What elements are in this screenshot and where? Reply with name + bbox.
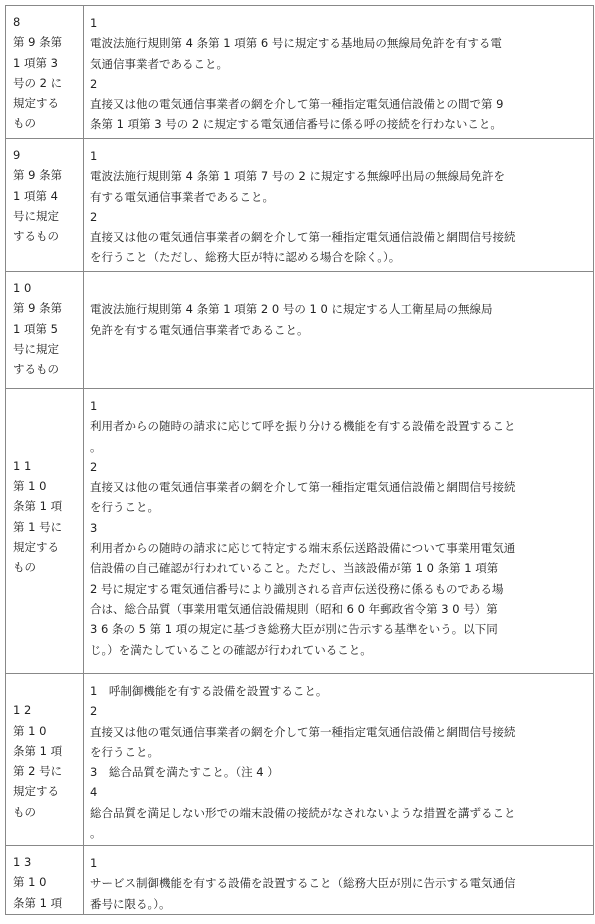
- row-label-line: 第 9 条第: [13, 168, 63, 183]
- row-label-line: 1 項第 4: [13, 188, 58, 203]
- row-label: [6, 846, 83, 913]
- row-content: [84, 674, 593, 843]
- row-label-line: するもの: [13, 229, 59, 244]
- content-line: 直接又は他の電気通信事業者の網を介して第一種指定電気通信設備と網間信号接続: [90, 230, 516, 245]
- content-line: 2: [90, 209, 98, 224]
- content-line: 3: [90, 520, 98, 535]
- content-line: 4: [90, 785, 98, 800]
- row-label-line: 8: [13, 15, 21, 29]
- content-line: 1: [90, 399, 98, 413]
- row-label-line: 規定する: [13, 784, 59, 799]
- row-label-line: 1 項第 3: [13, 55, 58, 70]
- row-label: [6, 6, 83, 134]
- row-label-line: 1 1: [13, 458, 32, 473]
- row-label-line: 1 0: [13, 281, 32, 295]
- row-label-line: 1 項第 5: [13, 321, 58, 336]
- row-label-cell: [6, 389, 84, 674]
- row-label-line: [13, 436, 83, 456]
- content-line: 免許を有する電気通信事業者であること。: [90, 322, 309, 337]
- row-label-line: 規定する: [13, 540, 59, 555]
- content-line: 2 号に規定する電気通信番号により識別される音声伝送役務に係るものである場: [90, 581, 504, 596]
- content-line: 有する電気通信事業者であること。: [90, 189, 274, 204]
- row-label-line: [13, 415, 83, 435]
- row-label-line: 第 2 号に: [13, 764, 63, 779]
- row-content: [84, 389, 593, 660]
- row-content-cell: [84, 272, 594, 389]
- table-row: [6, 272, 594, 389]
- row-label-line: 第 1 0: [13, 875, 47, 890]
- row-label: [6, 139, 83, 246]
- table-row: [6, 139, 594, 272]
- table-row: [6, 389, 594, 674]
- row-label-line: 号に規定: [13, 341, 59, 356]
- table-row: [6, 6, 594, 139]
- content-line: 1 呼制御機能を有する設備を設置すること。: [90, 684, 328, 698]
- content-line: 2: [90, 76, 98, 91]
- row-label-line: もの: [13, 804, 36, 819]
- row-label-line: 第 1 0: [13, 479, 47, 494]
- row-label-line: 号に規定: [13, 208, 59, 223]
- row-label-line: 第 1 0: [13, 723, 47, 738]
- row-label-line: 第 9 条第: [13, 35, 63, 50]
- content-line: 気通信事業者であること。: [90, 56, 228, 71]
- content-line: 2: [90, 704, 98, 719]
- table-row: [6, 674, 594, 846]
- row-label-line: 条第 1 項: [13, 895, 63, 910]
- row-label-line: もの: [13, 116, 36, 131]
- content-line: 3 6 条の 5 第 1 項の規定に基づき総務大臣が別に告示する基準をいう。以下同: [90, 622, 498, 637]
- row-content-cell: [84, 674, 594, 846]
- content-line: 直接又は他の電気通信事業者の網を介して第一種指定電気通信設備と網間信号接続: [90, 480, 516, 495]
- row-content: [84, 272, 593, 340]
- content-line: 電波法施行規則第 4 条第 1 項第 7 号の 2 に規定する無線呼出局の無線局免許を: [90, 169, 506, 184]
- row-label-cell: [6, 272, 84, 389]
- row-content-cell: [84, 846, 594, 915]
- row-content-cell: [84, 6, 594, 139]
- row-label-cell: [6, 6, 84, 139]
- content-line: 利用者からの随時の請求に応じて特定する端末系伝送路設備について事業用電気通: [90, 541, 516, 556]
- row-label-line: 条第 1 項: [13, 499, 63, 514]
- row-label-line: もの: [13, 560, 36, 575]
- row-label-line: 第 9 条第: [13, 301, 63, 316]
- content-line: 。: [90, 826, 102, 841]
- content-line: 利用者からの随時の請求に応じて呼を振り分ける機能を有する設備を設置すること: [90, 419, 516, 434]
- row-content: [84, 846, 593, 914]
- content-line: サービス制御機能を有する設備を設置すること（総務大臣が別に告示する電気通信: [90, 876, 516, 891]
- row-label-line: 号の 2 に: [13, 75, 63, 90]
- content-line: を行うこと。: [90, 744, 159, 759]
- content-line: 直接又は他の電気通信事業者の網を介して第一種指定電気通信設備と網間信号接続: [90, 724, 516, 739]
- row-label-cell: [6, 846, 84, 915]
- content-line: 条第 1 項第 3 号の 2 に規定する電気通信番号に係る呼の接続を行わないこと。: [90, 117, 502, 132]
- content-line: 1: [90, 856, 98, 870]
- rules-table-body: [6, 6, 594, 915]
- row-label-line: [13, 395, 83, 415]
- content-line: [90, 279, 588, 299]
- content-line: 。: [90, 439, 102, 454]
- row-content: [84, 6, 593, 135]
- content-line: 3 総合品質を満たすこと。（注 4 ）: [90, 765, 279, 780]
- content-line: 電波法施行規則第 4 条第 1 項第 2 0 号の 1 0 に規定する人工衛星局の無線局: [90, 302, 493, 317]
- row-label-line: [13, 680, 83, 700]
- row-content-cell: [84, 389, 594, 674]
- content-line: 1: [90, 149, 98, 163]
- row-label-line: 1 2: [13, 703, 32, 718]
- content-line: 電波法施行規則第 4 条第 1 項第 6 号に規定する基地局の無線局免許を有する電: [90, 36, 502, 51]
- row-label-line: 9: [13, 148, 21, 162]
- row-label-line: 規定する: [13, 96, 59, 111]
- row-label-cell: [6, 139, 84, 272]
- content-line: 直接又は他の電気通信事業者の網を介して第一種指定電気通信設備との間で第 9: [90, 97, 504, 112]
- content-line: じ。）を満たしていることの確認が行われていること。: [90, 642, 372, 657]
- row-content-cell: [84, 139, 594, 272]
- row-label-line: 条第 1 項: [13, 743, 63, 758]
- content-line: を行うこと。: [90, 500, 159, 515]
- table-row: [6, 846, 594, 915]
- row-label-cell: [6, 674, 84, 846]
- content-line: 2: [90, 459, 98, 474]
- content-line: 信設備の自己確認が行われていること。ただし、当該設備が第 1 0 条第 1 項第: [90, 561, 499, 576]
- row-content: [84, 139, 593, 268]
- row-label: [6, 272, 83, 379]
- content-line: を行うこと（ただし、総務大臣が特に認める場合を除く。）。: [90, 250, 401, 265]
- row-label: [6, 674, 83, 822]
- content-line: 総合品質を満足しない形での端末設備の接続がなされないような措置を講ずること: [90, 805, 516, 820]
- row-label-line: するもの: [13, 362, 59, 377]
- row-label: [6, 389, 83, 578]
- content-line: 1: [90, 16, 98, 30]
- content-line: 合は、総合品質（事業用電気通信設備規則（昭和 6 0 年郵政省令第 3 0 号）第: [90, 601, 498, 616]
- row-label-line: 第 1 号に: [13, 519, 63, 534]
- rules-table: [5, 5, 594, 915]
- row-label-line: 1 3: [13, 855, 32, 869]
- content-line: 番号に限る。）。: [90, 896, 171, 911]
